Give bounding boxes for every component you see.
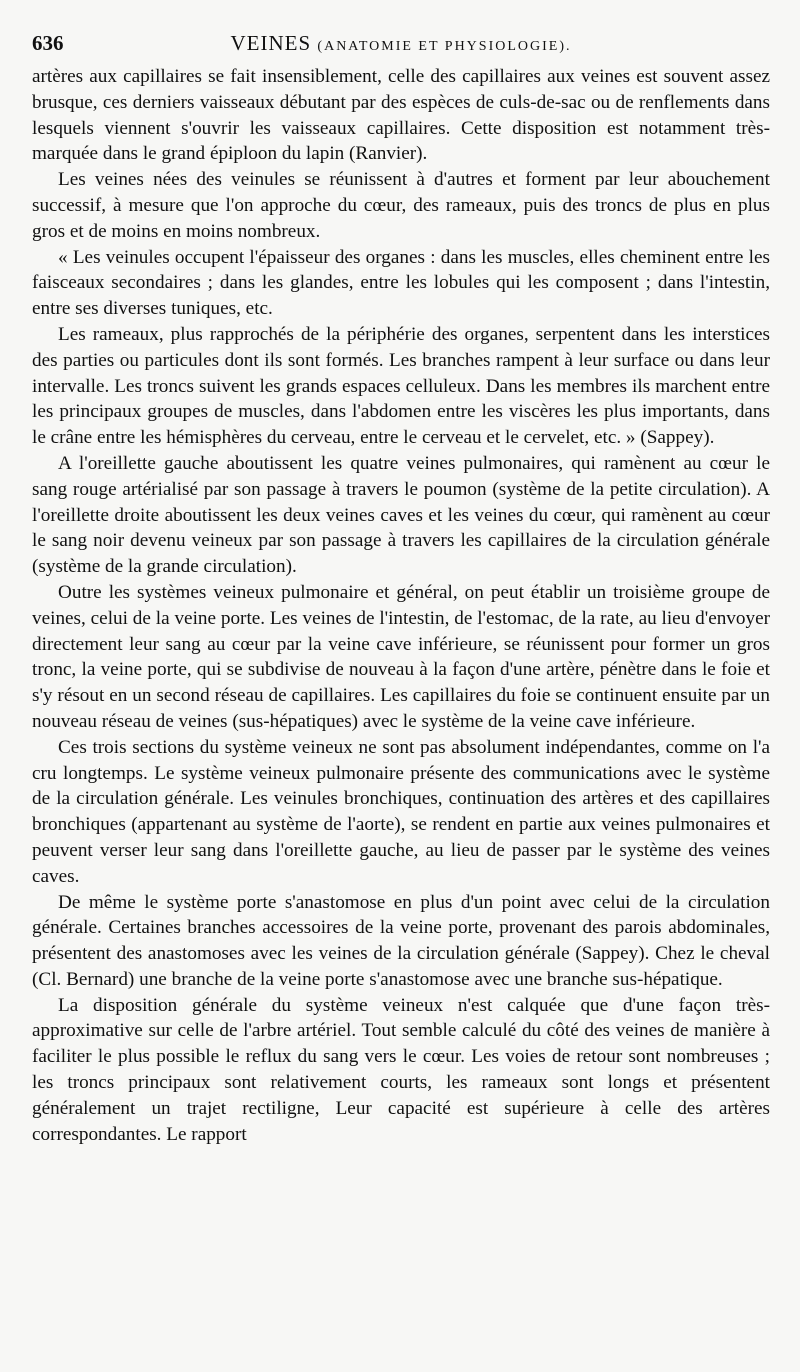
paragraph: A l'oreillette gauche aboutissent les quatre veines pulmonaires, qui ramènent au cœur le sang rouge artérialisé par son passage à travers le poumon (système de la petite circulation). A l'oreillette droite aboutissent les deux veines caves et les veines du cœur, qui ramènent au cœur le sang noir devenu veineux par son passage à travers les capillaires de la circulation générale (système de la grande circulation). bbox=[32, 452, 770, 578]
running-title-main: VEINES bbox=[230, 31, 312, 55]
paragraph: Les rameaux, plus rapprochés de la périphérie des organes, serpentent dans les interstices des parties ou particules dont ils sont formés. Les branches rampent à leur surface ou dans leur intervalle. Les troncs suivent les grands espaces celluleux. Dans les membres ils marchent entre les principaux groupes de muscles, dans l'abdomen entre les viscères les plus importants, dans le crâne entre les hémisphères du cerveau, entre le cerveau et le cervelet, etc. » (Sappey). bbox=[32, 323, 770, 449]
paragraph: Outre les systèmes veineux pulmonaire et général, on peut établir un troisième groupe de veines, celui de la veine porte. Les veines de l'intestin, de l'estomac, de la rate, au lieu d'envoyer directement leur sang au cœur par la veine cave inférieure, se réunissent pour former un gros tronc, la veine porte, qui se subdivise de nouveau à la façon d'une artère, pénètre dans le foie et s'y résout en un second réseau de capillaires. Les capillaires du foie se continuent ensuite par un nouveau réseau de veines (sus-hépatiques) avec le système de la veine cave inférieure. bbox=[32, 581, 770, 732]
paragraph: Les veines nées des veinules se réunissent à d'autres et forment par leur abouchement successif, à mesure que l'on approche du cœur, des rameaux, puis des troncs de plus en plus gros et de moins en moins nombreux. bbox=[32, 169, 770, 242]
paragraph: « Les veinules occupent l'épaisseur des organes : dans les muscles, elles cheminent entre les faisceaux secondaires ; dans les glandes, entre les lobules qui les composent ; dans l'intestin, entre ses diverses tuniques, etc. bbox=[32, 246, 770, 320]
paragraph: De même le système porte s'anastomose en plus d'un point avec celui de la circulation générale. Certaines branches accessoires de la veine porte, provenant des parois abdominales, présentent des anastomoses avec les veines de la circulation générale (Sappey). Chez le cheval (Cl. Bernard) une branche de la veine porte s'anastomose avec une branche sus-hépatique. bbox=[32, 891, 770, 990]
paragraph: artères aux capillaires se fait insensiblement, celle des capillaires aux veines est souvent assez brusque, ces derniers vaisseaux débutant par des espèces de culs-de-sac ou de renflements dans lesquels viennent s'ouvrir les vaisseaux capillaires. Cette disposition est notamment très-marquée dans le grand épiploon du lapin (Ranvier). bbox=[32, 66, 770, 165]
running-title-subtitle: (ANATOMIE ET PHYSIOLOGIE). bbox=[317, 39, 572, 54]
running-header bbox=[32, 28, 770, 58]
paragraph: Ces trois sections du système veineux ne sont pas absolument indépendantes, comme on l'a cru longtemps. Le système veineux pulmonaire présente des communications avec le système de la circulation générale. Les veinules bronchiques, continuation des artères et des capillaires bronchiques (appartenant au système de l'aorte), se rendent en partie aux veines pulmonaires et peuvent verser leur sang dans l'oreillette gauche, au lieu de passer par le système des veines caves. bbox=[32, 736, 770, 887]
body-text bbox=[32, 64, 770, 1147]
paragraph: La disposition générale du système veineux n'est calquée que d'une façon très-approximative sur celle de l'arbre artériel. Tout semble calculé du côté des veines de manière à faciliter le plus possible le reflux du sang vers le cœur. Les voies de retour sont nombreuses ; les troncs principaux sont relativement courts, les rameaux sont longs et présentent généralement un trajet rectiligne, Leur capacité est supérieure à celle des artères correspondantes. Le rapport bbox=[32, 994, 770, 1145]
page-number: 636 bbox=[32, 31, 64, 55]
running-title bbox=[32, 28, 770, 62]
